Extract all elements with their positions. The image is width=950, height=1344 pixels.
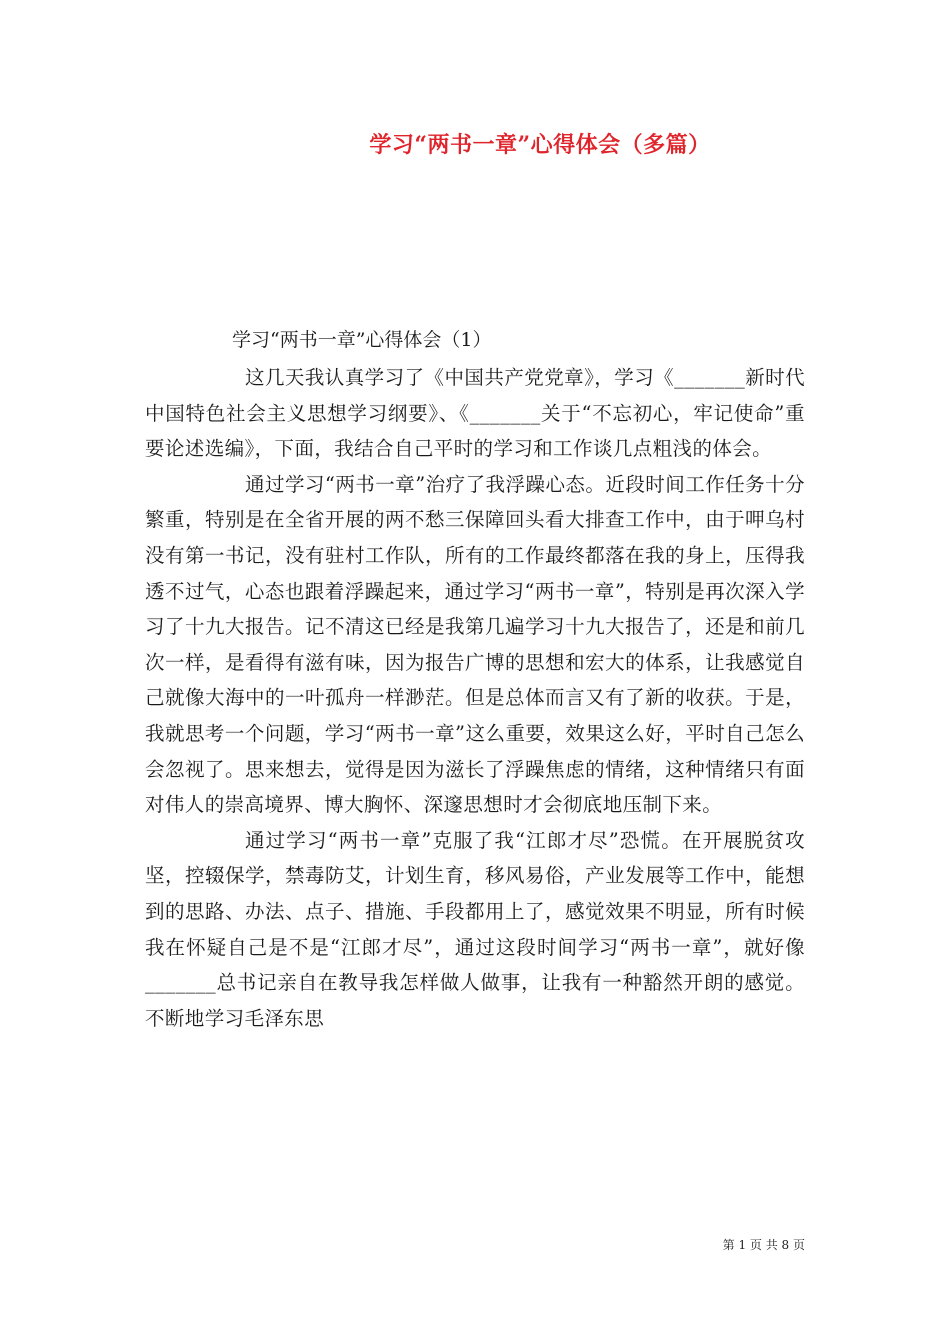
body-text — [145, 360, 805, 1036]
paragraph-2: 通过学习“两书一章”治疗了我浮躁心态。近段时间工作任务十分繁重，特别是在全省开展的两不愁三保障回头看大排查工作中，由于呷乌村没有第一书记，没有驻村工作队，所有的工作最终都落在我的身上，压得我透不过气，心态也跟着浮躁起来，通过学习“两书一章”，特别是再次深入学习了十九大报告。记不清这已经是我第几遍学习十九大报告了，还是和前几次一样，是看得有滋有味，因为报告广博的思想和宏大的体系，让我感觉自己就像大海中的一叶孤舟一样渺茫。但是总体而言又有了新的收获。于是，我就思考一个问题，学习“两书一章”这么重要，效果这么好，平时自己怎么会忽视了。思来想去，觉得是因为滋长了浮躁焦虑的情绪，这种情绪只有面对伟人的崇高境界、博大胸怀、深邃思想时才会彻底地压制下来。 — [145, 472, 805, 817]
section-title: 学习“两书一章”心得体会（1） — [232, 329, 492, 351]
page-number: 第 1 页 共 8 页 — [722, 1238, 805, 1252]
paragraph-3: 通过学习“两书一章”克服了我“江郎才尽”恐慌。在开展脱贫攻坚，控辍保学，禁毒防艾，计划生育，移风易俗，产业发展等工作中，能想到的思路、办法、点子、措施、手段都用上了，感觉效果不明显，所有时候我在怀疑自己是不是“江郎才尽”，通过这段时间学习“两书一章”，就好像_______总书记亲自在教导我怎样做人做事，让我有一种豁然开朗的感觉。不断地学习毛泽东思 — [145, 828, 805, 1030]
document-title: 学习“两书一章”心得体会（多篇） — [369, 132, 711, 158]
paragraph-1: 这几天我认真学习了《中国共产党党章》，学习《_______新时代中国特色社会主义思想学习纲要》、《_______关于“不忘初心，牢记使命”重要论述选编》，下面，我结合自己平时的学习和工作谈几点粗浅的体会。 — [145, 366, 805, 461]
